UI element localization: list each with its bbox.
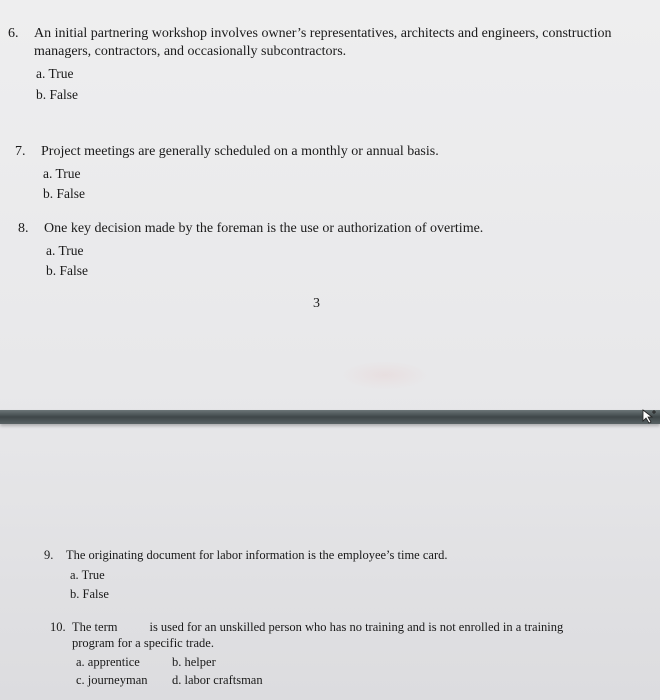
option-c[interactable]: c. journeyman xyxy=(76,673,148,688)
option-a[interactable]: a. apprentice xyxy=(76,655,140,670)
smudge-mark xyxy=(340,360,430,390)
question-8 xyxy=(18,220,638,282)
option-d[interactable]: d. labor craftsman xyxy=(172,673,263,688)
resize-cursor-icon xyxy=(641,408,657,424)
question-number: 9. xyxy=(44,548,54,562)
question-number: 6. xyxy=(8,26,19,41)
question-text: The term xyxy=(72,620,118,634)
question-text-line2: program for a specific trade. xyxy=(72,635,214,650)
question-7 xyxy=(15,143,635,205)
option-a[interactable]: a. True xyxy=(36,66,74,81)
question-9 xyxy=(44,548,644,604)
question-10 xyxy=(50,620,640,690)
option-a[interactable]: a. True xyxy=(43,165,81,181)
option-a[interactable]: a. True xyxy=(46,242,84,258)
page-number: 3 xyxy=(313,296,320,311)
question-number: 10. xyxy=(50,620,66,634)
question-text: The originating document for labor information is the employee’s time card. xyxy=(66,548,448,562)
question-number: 7. xyxy=(15,144,26,159)
question-text: An initial partnering workshop involves owner’s representatives, architects and engineers, construction xyxy=(34,26,612,41)
option-b[interactable]: b. helper xyxy=(172,655,216,670)
question-6 xyxy=(8,25,648,106)
page-divider-bar xyxy=(0,410,660,424)
question-text: One key decision made by the foreman is the use or authorization of overtime. xyxy=(44,221,484,236)
option-b[interactable]: b. False xyxy=(43,186,85,202)
option-b[interactable]: b. False xyxy=(70,587,109,601)
question-text-continued: is used for an unskilled person who has no training and is not enrolled in a training xyxy=(149,620,564,634)
option-b[interactable]: b. False xyxy=(46,263,88,279)
option-b[interactable]: b. False xyxy=(36,86,78,102)
question-text: Project meetings are generally scheduled on a monthly or annual basis. xyxy=(41,144,439,159)
question-number: 8. xyxy=(18,221,29,236)
question-text-continued: managers, contractors, and occasionally subcontractors. xyxy=(34,43,347,59)
option-a[interactable]: a. True xyxy=(70,567,105,582)
